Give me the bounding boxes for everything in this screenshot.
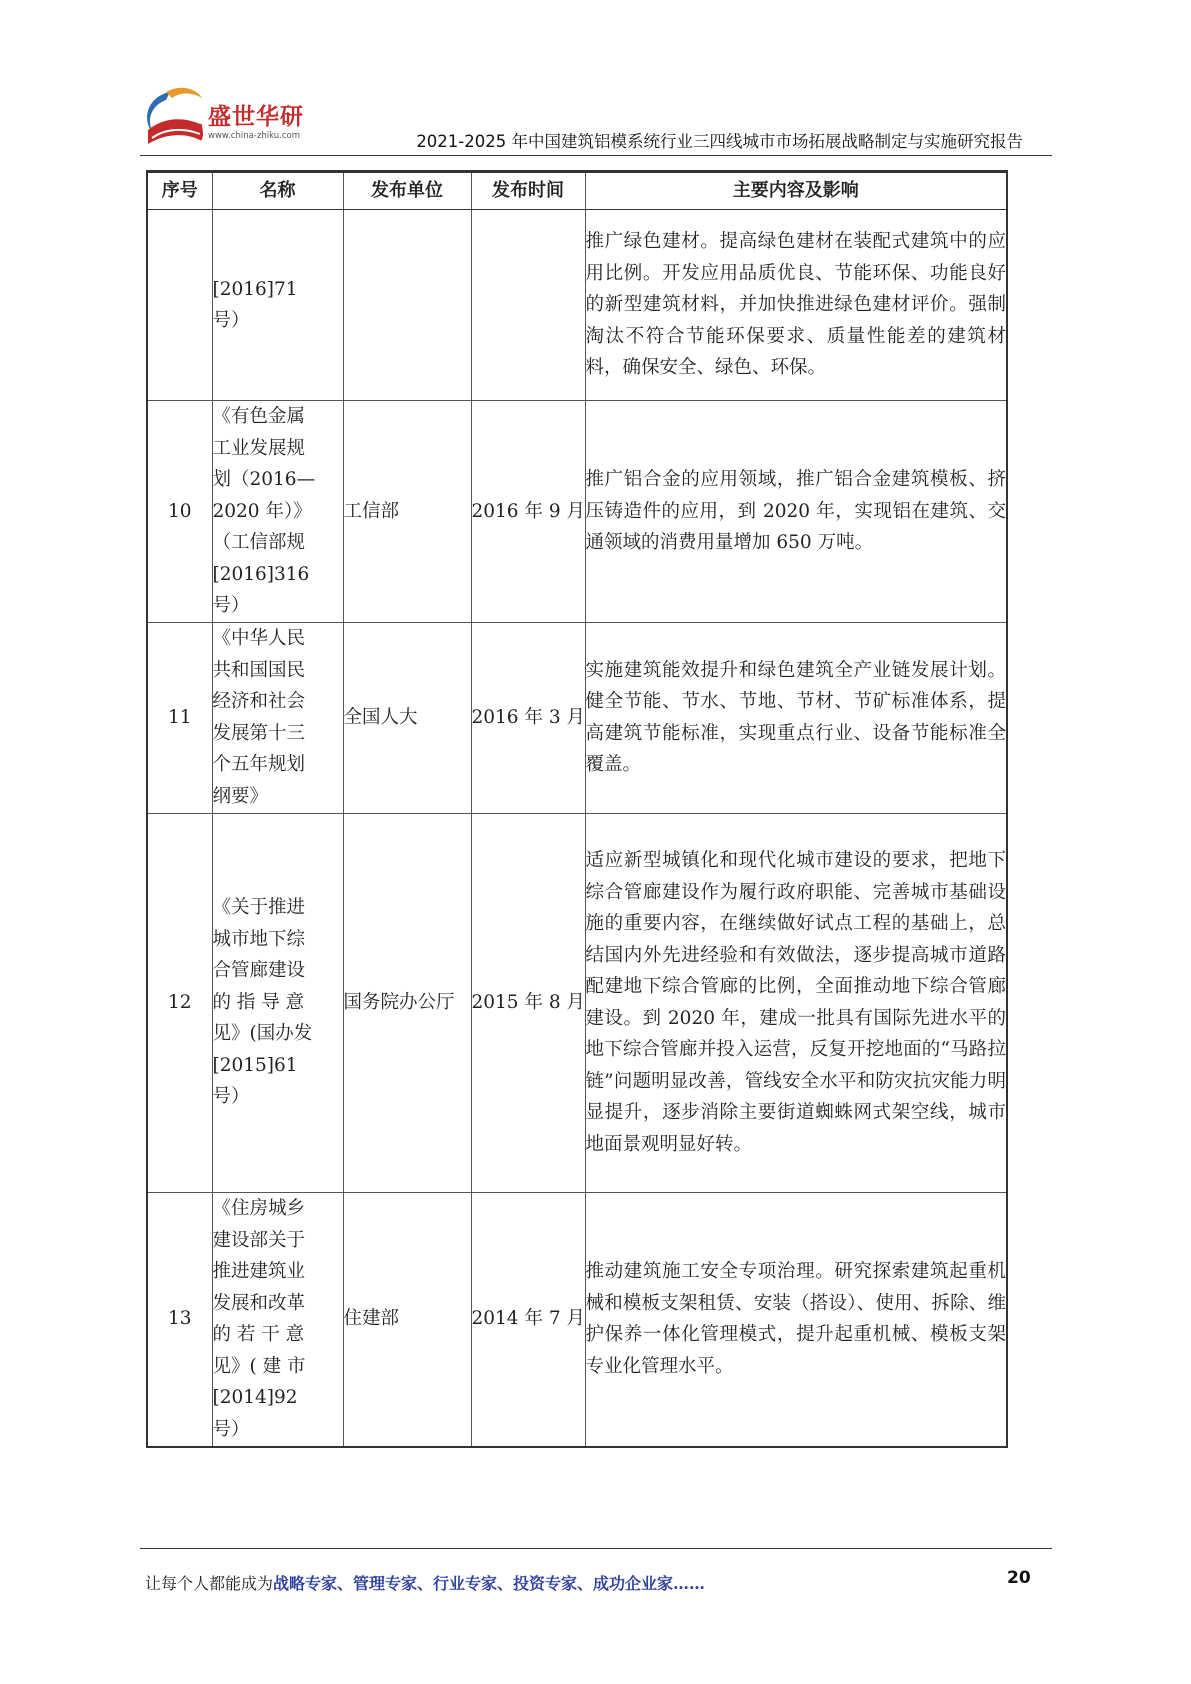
row-name-line: 工业发展规 (212, 437, 306, 459)
row-num: 10 (147, 401, 212, 623)
header-divider (140, 155, 1052, 156)
row-name-line: 推进建筑业 (212, 1261, 306, 1282)
row-name-line: 纲要》 (212, 785, 269, 807)
row-name-line: 的 指 导 意 (212, 991, 305, 1013)
row-name-line: 《有色金属 (212, 406, 306, 427)
row-name-line: [2014]92 (212, 1387, 298, 1408)
row-name-line: 2020 年）》 (212, 500, 312, 522)
row-num: 11 (147, 622, 212, 813)
row-name-line: 划（2016— (212, 469, 316, 490)
table-row (147, 401, 1007, 623)
row-name-line: 共和国国民 (212, 659, 306, 681)
row-date: 2016 年 3 月 (471, 622, 585, 813)
row-issuer: 住建部 (343, 1192, 471, 1447)
row-date (471, 210, 585, 401)
row-name-line: 经济和社会 (212, 691, 306, 712)
row-name-line: [2016]316 (212, 563, 310, 585)
row-name-line: 的 若 干 意 (212, 1324, 305, 1345)
table-header-row (147, 172, 1007, 210)
column-header-num: 序号 (147, 172, 212, 210)
policy-table (146, 170, 1008, 1448)
row-name-line: 个五年规划 (212, 754, 306, 775)
footer-slogan (145, 1571, 705, 1594)
row-name-line: 号） (212, 1086, 250, 1108)
footer-slogan-prefix: 让每个人都能成为 (145, 1574, 274, 1593)
row-name-line: （工信部规 (212, 532, 306, 553)
row-date: 2015 年 8 月 (471, 813, 585, 1192)
column-header-content: 主要内容及影响 (585, 172, 1007, 210)
column-header-date: 发布时间 (471, 172, 585, 210)
row-issuer: 国务院办公厅 (343, 813, 471, 1192)
row-content: 推广绿色建材。提高绿色建材在装配式建筑中的应用比例。开发应用品质优良、节能环保、功能良好的新型建筑材料，并加快推进绿色建材评价。强制淘汰不符合节能环保要求、质量性能差的建筑材料，确保安全、绿色、环保。 (585, 210, 1007, 401)
row-name-line: 城市地下综 (212, 928, 306, 950)
row-name-line: 发展和改革 (212, 1292, 306, 1314)
row-content: 适应新型城镇化和现代化城市建设的要求，把地下综合管廊建设作为履行政府职能、完善城市基础设施的重要内容，在继续做好试点工程的基础上，总结国内外先进经验和有效做法，逐步提高城市道路配建地下综合管廊的比例，全面推动地下综合管廊建设。到 2020 年，建成一批具有国际先进水平的地下综合管廊并投入运营，反复开挖地面的“马路拉链”问题明显改善，管线安全水平和防灾抗灾能力明显提升，逐步消除主要街道蜘蛛网式架空线，城市地面景观明显好转。 (585, 813, 1007, 1192)
row-issuer (343, 210, 471, 401)
page-number: 20 (1007, 1568, 1031, 1588)
row-name-line: 号） (212, 1418, 250, 1440)
report-title: 2021-2025 年中国建筑铝模系统行业三四线城市市场拓展战略制定与实施研究报告 (416, 132, 1023, 151)
row-name-line: 合管廊建设 (212, 960, 306, 982)
logo-url: www.china-zhiku.com (208, 131, 300, 141)
row-content: 推广铝合金的应用领域，推广铝合金建筑模板、挤压铸造件的应用，到 2020 年，实现铝在建筑、交通领域的消费用量增加 650 万吨。 (585, 401, 1007, 623)
row-name-line: 发展第十三 (212, 722, 306, 744)
row-name-line: 号） (212, 310, 250, 331)
table-row (147, 1192, 1007, 1447)
row-name-line: 号） (212, 595, 250, 616)
table-row (147, 622, 1007, 813)
row-name-line: 见》(国办发 (212, 1023, 313, 1045)
row-name-line: 《中华人民 (212, 628, 306, 649)
table-row (147, 813, 1007, 1192)
row-num: 12 (147, 813, 212, 1192)
table-row (147, 210, 1007, 401)
row-name-line: 见》( 建 市 (212, 1355, 306, 1377)
row-name (212, 1192, 343, 1447)
row-name (212, 813, 343, 1192)
row-issuer: 全国人大 (343, 622, 471, 813)
footer-slogan-highlight: 战略专家、管理专家、行业专家、投资专家、成功企业家…… (273, 1574, 706, 1593)
row-name-line: 《关于推进 (212, 897, 306, 919)
logo-title: 盛世华研 (208, 104, 304, 130)
row-num (147, 210, 212, 401)
row-name (212, 210, 343, 401)
row-name-line: 《住房城乡 (212, 1198, 306, 1219)
row-content: 实施建筑能效提升和绿色建筑全产业链发展计划。健全节能、节水、节地、节材、节矿标准体系，提高建筑节能标准，实现重点行业、设备节能标准全覆盖。 (585, 622, 1007, 813)
row-date: 2014 年 7 月 (471, 1192, 585, 1447)
row-name-line: [2015]61 (212, 1054, 298, 1076)
row-name-line: 建设部关于 (212, 1229, 306, 1251)
row-date: 2016 年 9 月 (471, 401, 585, 623)
column-header-issuer: 发布单位 (343, 172, 471, 210)
row-name (212, 401, 343, 623)
row-num: 13 (147, 1192, 212, 1447)
footer-divider (140, 1548, 1052, 1549)
column-header-name: 名称 (212, 172, 343, 210)
row-name (212, 622, 343, 813)
row-content: 推动建筑施工安全专项治理。研究探索建筑起重机械和模板支架租赁、安装（搭设）、使用、拆除、维护保养一体化管理模式，提升起重机械、模板支架专业化管理水平。 (585, 1192, 1007, 1447)
row-name-line: [2016]71 (212, 278, 298, 300)
row-issuer: 工信部 (343, 401, 471, 623)
